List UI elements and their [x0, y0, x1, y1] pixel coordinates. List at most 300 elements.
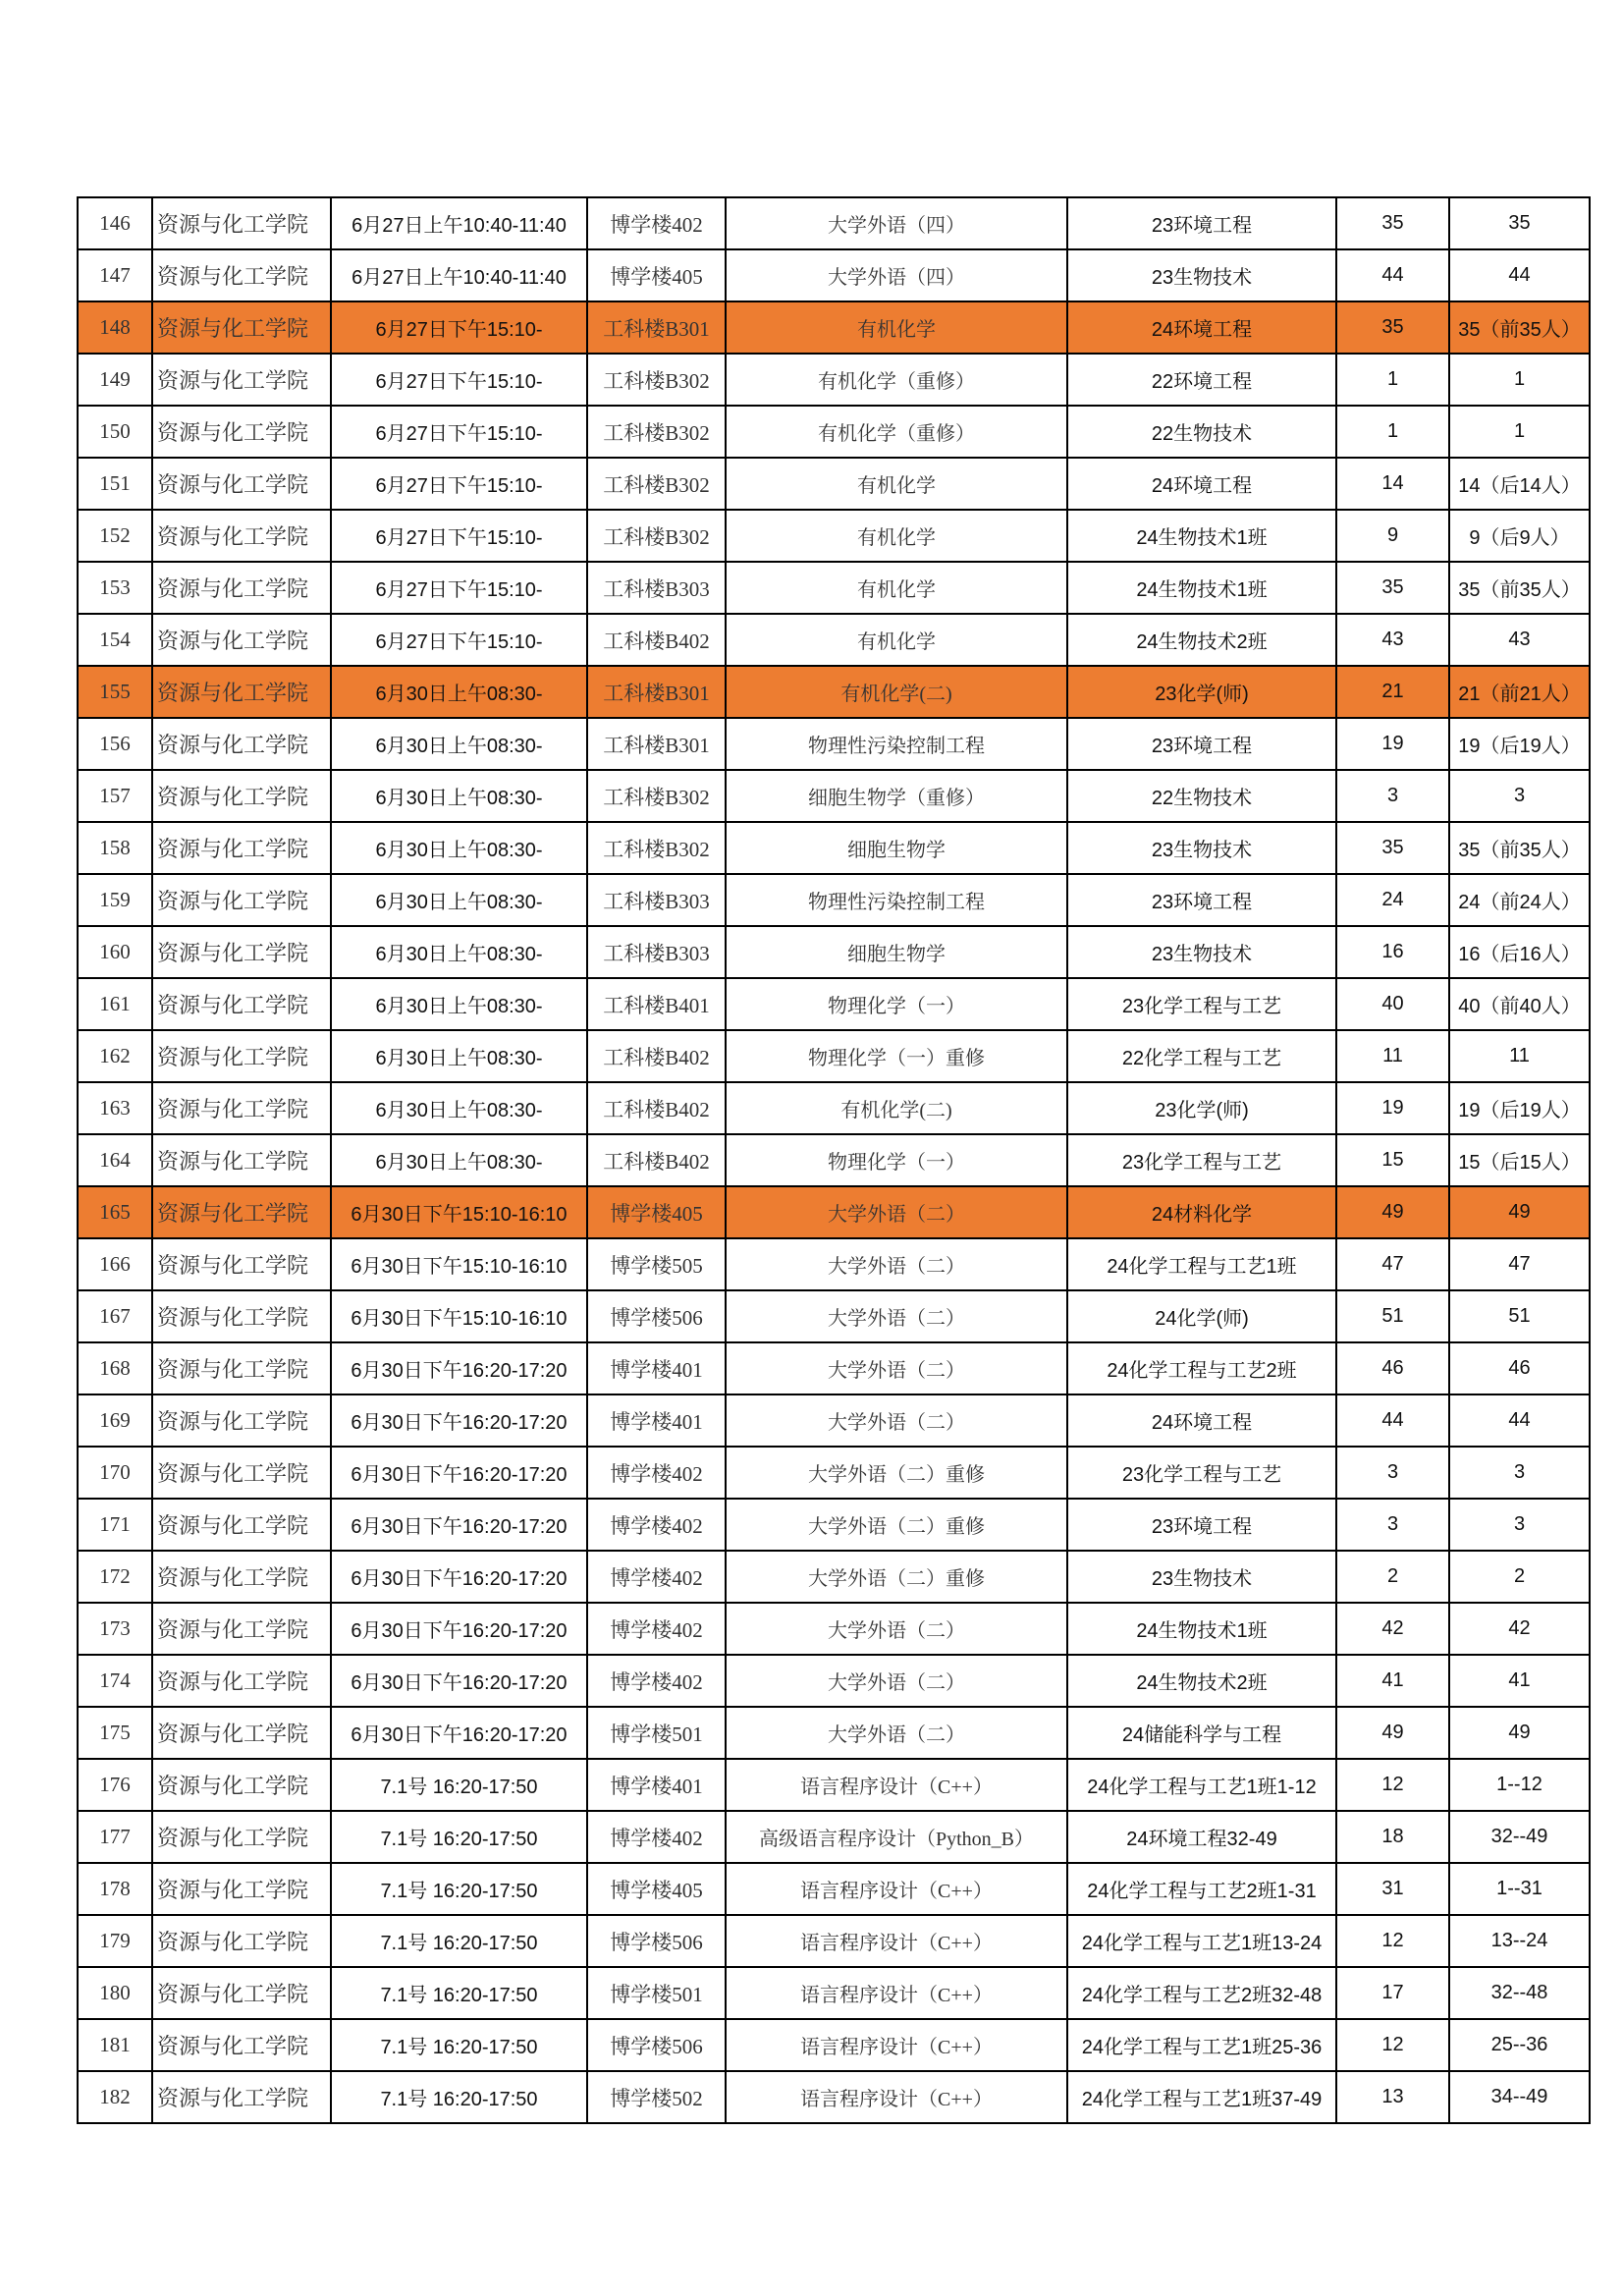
course-cell: 细胞生物学 [726, 926, 1067, 978]
student-count-cell: 44 [1336, 1394, 1449, 1447]
exam-time-cell: 6月30日上午08:30- [331, 770, 587, 822]
college-cell: 资源与化工学院 [152, 1030, 331, 1082]
course-cell: 有机化学（重修） [726, 406, 1067, 458]
exam-time-cell: 6月30日下午16:20-17:20 [331, 1394, 587, 1447]
course-cell: 物理性污染控制工程 [726, 718, 1067, 770]
student-count-cell: 40 [1336, 978, 1449, 1030]
room-cell: 博学楼405 [587, 1186, 726, 1238]
row-number: 169 [78, 1394, 152, 1447]
course-cell: 细胞生物学（重修） [726, 770, 1067, 822]
exam-time-cell: 6月27日下午15:10- [331, 406, 587, 458]
row-number: 151 [78, 458, 152, 510]
row-number: 159 [78, 874, 152, 926]
table-row [78, 1655, 1590, 1707]
row-number: 163 [78, 1082, 152, 1134]
college-cell: 资源与化工学院 [152, 1082, 331, 1134]
class-cell: 23环境工程 [1067, 1499, 1336, 1551]
arrangement-cell: 1--31 [1449, 1863, 1590, 1915]
room-cell: 工科楼B303 [587, 926, 726, 978]
exam-time-cell: 6月30日下午16:20-17:20 [331, 1655, 587, 1707]
course-cell: 大学外语（二） [726, 1394, 1067, 1447]
table-row [78, 666, 1590, 718]
class-cell: 24储能科学与工程 [1067, 1707, 1336, 1759]
class-cell: 23生物技术 [1067, 926, 1336, 978]
college-cell: 资源与化工学院 [152, 1447, 331, 1499]
room-cell: 博学楼501 [587, 1967, 726, 2019]
arrangement-cell: 35（前35人） [1449, 822, 1590, 874]
arrangement-cell: 13--24 [1449, 1915, 1590, 1967]
course-cell: 大学外语（二） [726, 1238, 1067, 1290]
row-number: 162 [78, 1030, 152, 1082]
course-cell: 语言程序设计（C++） [726, 1915, 1067, 1967]
row-number: 168 [78, 1342, 152, 1394]
course-cell: 大学外语（二） [726, 1342, 1067, 1394]
student-count-cell: 49 [1336, 1186, 1449, 1238]
row-number: 153 [78, 562, 152, 614]
student-count-cell: 16 [1336, 926, 1449, 978]
exam-time-cell: 6月30日上午08:30- [331, 822, 587, 874]
row-number: 176 [78, 1759, 152, 1811]
table-row [78, 197, 1590, 249]
class-cell: 22化学工程与工艺 [1067, 1030, 1336, 1082]
student-count-cell: 13 [1336, 2071, 1449, 2123]
row-number: 171 [78, 1499, 152, 1551]
exam-time-cell: 6月30日下午15:10-16:10 [331, 1290, 587, 1342]
exam-time-cell: 6月30日上午08:30- [331, 926, 587, 978]
room-cell: 工科楼B302 [587, 510, 726, 562]
row-number: 150 [78, 406, 152, 458]
exam-time-cell: 6月27日下午15:10- [331, 301, 587, 354]
class-cell: 23化学工程与工艺 [1067, 978, 1336, 1030]
table-row [78, 1863, 1590, 1915]
student-count-cell: 24 [1336, 874, 1449, 926]
college-cell: 资源与化工学院 [152, 458, 331, 510]
row-number: 152 [78, 510, 152, 562]
college-cell: 资源与化工学院 [152, 822, 331, 874]
college-cell: 资源与化工学院 [152, 301, 331, 354]
table-row [78, 1134, 1590, 1186]
table-row [78, 718, 1590, 770]
arrangement-cell: 3 [1449, 770, 1590, 822]
course-cell: 物理化学（一） [726, 978, 1067, 1030]
arrangement-cell: 14（后14人） [1449, 458, 1590, 510]
row-number: 160 [78, 926, 152, 978]
room-cell: 工科楼B301 [587, 301, 726, 354]
student-count-cell: 12 [1336, 2019, 1449, 2071]
course-cell: 语言程序设计（C++） [726, 1863, 1067, 1915]
student-count-cell: 11 [1336, 1030, 1449, 1082]
course-cell: 有机化学（重修） [726, 354, 1067, 406]
student-count-cell: 31 [1336, 1863, 1449, 1915]
room-cell: 工科楼B402 [587, 1030, 726, 1082]
course-cell: 大学外语（二） [726, 1603, 1067, 1655]
room-cell: 博学楼402 [587, 1811, 726, 1863]
college-cell: 资源与化工学院 [152, 874, 331, 926]
row-number: 148 [78, 301, 152, 354]
course-cell: 大学外语（二） [726, 1655, 1067, 1707]
student-count-cell: 43 [1336, 614, 1449, 666]
arrangement-cell: 3 [1449, 1447, 1590, 1499]
table-row [78, 2071, 1590, 2123]
class-cell: 24化学工程与工艺2班32-48 [1067, 1967, 1336, 2019]
exam-time-cell: 6月27日上午10:40-11:40 [331, 249, 587, 301]
table-row [78, 822, 1590, 874]
arrangement-cell: 41 [1449, 1655, 1590, 1707]
room-cell: 博学楼506 [587, 1290, 726, 1342]
class-cell: 24化学(师) [1067, 1290, 1336, 1342]
exam-time-cell: 6月30日上午08:30- [331, 718, 587, 770]
student-count-cell: 49 [1336, 1707, 1449, 1759]
table-row [78, 458, 1590, 510]
exam-time-cell: 6月30日上午08:30- [331, 666, 587, 718]
arrangement-cell: 1 [1449, 406, 1590, 458]
row-number: 172 [78, 1551, 152, 1603]
college-cell: 资源与化工学院 [152, 1238, 331, 1290]
student-count-cell: 35 [1336, 301, 1449, 354]
row-number: 182 [78, 2071, 152, 2123]
course-cell: 大学外语（二） [726, 1290, 1067, 1342]
table-row [78, 1967, 1590, 2019]
row-number: 155 [78, 666, 152, 718]
exam-time-cell: 6月30日上午08:30- [331, 1134, 587, 1186]
class-cell: 22生物技术 [1067, 770, 1336, 822]
college-cell: 资源与化工学院 [152, 1186, 331, 1238]
room-cell: 博学楼501 [587, 1707, 726, 1759]
table-row [78, 1030, 1590, 1082]
arrangement-cell: 34--49 [1449, 2071, 1590, 2123]
exam-time-cell: 6月27日下午15:10- [331, 562, 587, 614]
student-count-cell: 47 [1336, 1238, 1449, 1290]
row-number: 149 [78, 354, 152, 406]
exam-time-cell: 6月30日上午08:30- [331, 874, 587, 926]
room-cell: 工科楼B402 [587, 1082, 726, 1134]
college-cell: 资源与化工学院 [152, 1342, 331, 1394]
room-cell: 博学楼402 [587, 1603, 726, 1655]
course-cell: 大学外语（四） [726, 197, 1067, 249]
room-cell: 博学楼402 [587, 1551, 726, 1603]
arrangement-cell: 1--12 [1449, 1759, 1590, 1811]
college-cell: 资源与化工学院 [152, 666, 331, 718]
exam-time-cell: 6月30日下午16:20-17:20 [331, 1342, 587, 1394]
class-cell: 24化学工程与工艺1班 [1067, 1238, 1336, 1290]
row-number: 167 [78, 1290, 152, 1342]
row-number: 180 [78, 1967, 152, 2019]
exam-time-cell: 6月30日下午15:10-16:10 [331, 1186, 587, 1238]
table-row [78, 1082, 1590, 1134]
arrangement-cell: 44 [1449, 1394, 1590, 1447]
exam-time-cell: 6月30日上午08:30- [331, 1082, 587, 1134]
course-cell: 有机化学 [726, 510, 1067, 562]
row-number: 157 [78, 770, 152, 822]
class-cell: 23环境工程 [1067, 718, 1336, 770]
student-count-cell: 14 [1336, 458, 1449, 510]
exam-time-cell: 6月30日下午16:20-17:20 [331, 1447, 587, 1499]
college-cell: 资源与化工学院 [152, 1655, 331, 1707]
arrangement-cell: 2 [1449, 1551, 1590, 1603]
class-cell: 23化学(师) [1067, 666, 1336, 718]
row-number: 181 [78, 2019, 152, 2071]
student-count-cell: 3 [1336, 1499, 1449, 1551]
table-row [78, 1238, 1590, 1290]
class-cell: 24化学工程与工艺2班 [1067, 1342, 1336, 1394]
table-body [78, 197, 1590, 2123]
room-cell: 工科楼B402 [587, 614, 726, 666]
course-cell: 大学外语（二）重修 [726, 1447, 1067, 1499]
row-number: 174 [78, 1655, 152, 1707]
arrangement-cell: 3 [1449, 1499, 1590, 1551]
arrangement-cell: 16（后16人） [1449, 926, 1590, 978]
class-cell: 24环境工程 [1067, 301, 1336, 354]
row-number: 175 [78, 1707, 152, 1759]
student-count-cell: 46 [1336, 1342, 1449, 1394]
student-count-cell: 35 [1336, 562, 1449, 614]
exam-time-cell: 7.1号 16:20-17:50 [331, 1967, 587, 2019]
row-number: 173 [78, 1603, 152, 1655]
arrangement-cell: 19（后19人） [1449, 718, 1590, 770]
college-cell: 资源与化工学院 [152, 1707, 331, 1759]
college-cell: 资源与化工学院 [152, 2019, 331, 2071]
college-cell: 资源与化工学院 [152, 978, 331, 1030]
college-cell: 资源与化工学院 [152, 2071, 331, 2123]
exam-time-cell: 7.1号 16:20-17:50 [331, 2071, 587, 2123]
arrangement-cell: 51 [1449, 1290, 1590, 1342]
room-cell: 工科楼B303 [587, 874, 726, 926]
student-count-cell: 21 [1336, 666, 1449, 718]
row-number: 164 [78, 1134, 152, 1186]
table-row [78, 2019, 1590, 2071]
room-cell: 工科楼B301 [587, 718, 726, 770]
room-cell: 博学楼402 [587, 197, 726, 249]
exam-time-cell: 6月27日下午15:10- [331, 614, 587, 666]
class-cell: 24材料化学 [1067, 1186, 1336, 1238]
college-cell: 资源与化工学院 [152, 1290, 331, 1342]
student-count-cell: 2 [1336, 1551, 1449, 1603]
course-cell: 有机化学 [726, 458, 1067, 510]
room-cell: 博学楼405 [587, 1863, 726, 1915]
row-number: 166 [78, 1238, 152, 1290]
course-cell: 物理性污染控制工程 [726, 874, 1067, 926]
course-cell: 大学外语（二）重修 [726, 1499, 1067, 1551]
course-cell: 大学外语（二） [726, 1186, 1067, 1238]
course-cell: 大学外语（二） [726, 1707, 1067, 1759]
exam-time-cell: 6月30日上午08:30- [331, 1030, 587, 1082]
room-cell: 工科楼B302 [587, 770, 726, 822]
table-row [78, 1447, 1590, 1499]
course-cell: 语言程序设计（C++） [726, 1967, 1067, 2019]
table-row [78, 1551, 1590, 1603]
arrangement-cell: 46 [1449, 1342, 1590, 1394]
table-row [78, 562, 1590, 614]
exam-time-cell: 7.1号 16:20-17:50 [331, 1863, 587, 1915]
room-cell: 博学楼401 [587, 1394, 726, 1447]
student-count-cell: 12 [1336, 1759, 1449, 1811]
room-cell: 工科楼B302 [587, 822, 726, 874]
class-cell: 22生物技术 [1067, 406, 1336, 458]
course-cell: 细胞生物学 [726, 822, 1067, 874]
exam-time-cell: 6月30日下午16:20-17:20 [331, 1707, 587, 1759]
class-cell: 23化学工程与工艺 [1067, 1447, 1336, 1499]
room-cell: 博学楼506 [587, 1915, 726, 1967]
row-number: 161 [78, 978, 152, 1030]
arrangement-cell: 49 [1449, 1707, 1590, 1759]
arrangement-cell: 19（后19人） [1449, 1082, 1590, 1134]
course-cell: 有机化学 [726, 562, 1067, 614]
room-cell: 博学楼402 [587, 1499, 726, 1551]
college-cell: 资源与化工学院 [152, 1811, 331, 1863]
room-cell: 博学楼401 [587, 1342, 726, 1394]
row-number: 179 [78, 1915, 152, 1967]
room-cell: 博学楼401 [587, 1759, 726, 1811]
arrangement-cell: 15（后15人） [1449, 1134, 1590, 1186]
table-row [78, 1707, 1590, 1759]
course-cell: 物理化学（一）重修 [726, 1030, 1067, 1082]
class-cell: 23生物技术 [1067, 249, 1336, 301]
exam-time-cell: 6月27日下午15:10- [331, 458, 587, 510]
row-number: 177 [78, 1811, 152, 1863]
table-row [78, 1394, 1590, 1447]
row-number: 146 [78, 197, 152, 249]
class-cell: 24生物技术1班 [1067, 510, 1336, 562]
row-number: 147 [78, 249, 152, 301]
college-cell: 资源与化工学院 [152, 249, 331, 301]
student-count-cell: 1 [1336, 406, 1449, 458]
arrangement-cell: 47 [1449, 1238, 1590, 1290]
arrangement-cell: 49 [1449, 1186, 1590, 1238]
class-cell: 23生物技术 [1067, 822, 1336, 874]
college-cell: 资源与化工学院 [152, 718, 331, 770]
student-count-cell: 15 [1336, 1134, 1449, 1186]
college-cell: 资源与化工学院 [152, 197, 331, 249]
student-count-cell: 3 [1336, 1447, 1449, 1499]
table-row [78, 1603, 1590, 1655]
arrangement-cell: 32--48 [1449, 1967, 1590, 2019]
table-row [78, 1759, 1590, 1811]
exam-time-cell: 6月30日下午16:20-17:20 [331, 1499, 587, 1551]
exam-time-cell: 7.1号 16:20-17:50 [331, 2019, 587, 2071]
college-cell: 资源与化工学院 [152, 770, 331, 822]
college-cell: 资源与化工学院 [152, 510, 331, 562]
class-cell: 23化学工程与工艺 [1067, 1134, 1336, 1186]
college-cell: 资源与化工学院 [152, 1863, 331, 1915]
exam-schedule-table [77, 196, 1591, 2124]
arrangement-cell: 9（后9人） [1449, 510, 1590, 562]
arrangement-cell: 11 [1449, 1030, 1590, 1082]
exam-time-cell: 7.1号 16:20-17:50 [331, 1915, 587, 1967]
college-cell: 资源与化工学院 [152, 926, 331, 978]
table-row [78, 978, 1590, 1030]
class-cell: 24化学工程与工艺1班13-24 [1067, 1915, 1336, 1967]
table-row [78, 1342, 1590, 1394]
college-cell: 资源与化工学院 [152, 1134, 331, 1186]
room-cell: 博学楼402 [587, 1447, 726, 1499]
exam-time-cell: 6月30日下午16:20-17:20 [331, 1551, 587, 1603]
arrangement-cell: 42 [1449, 1603, 1590, 1655]
room-cell: 博学楼506 [587, 2019, 726, 2071]
exam-time-cell: 6月27日下午15:10- [331, 510, 587, 562]
class-cell: 23生物技术 [1067, 1551, 1336, 1603]
student-count-cell: 19 [1336, 718, 1449, 770]
arrangement-cell: 1 [1449, 354, 1590, 406]
row-number: 158 [78, 822, 152, 874]
room-cell: 工科楼B401 [587, 978, 726, 1030]
college-cell: 资源与化工学院 [152, 562, 331, 614]
room-cell: 工科楼B302 [587, 406, 726, 458]
row-number: 154 [78, 614, 152, 666]
student-count-cell: 35 [1336, 822, 1449, 874]
class-cell: 24环境工程 [1067, 1394, 1336, 1447]
college-cell: 资源与化工学院 [152, 614, 331, 666]
course-cell: 大学外语（二）重修 [726, 1551, 1067, 1603]
class-cell: 23化学(师) [1067, 1082, 1336, 1134]
student-count-cell: 9 [1336, 510, 1449, 562]
arrangement-cell: 21（前21人） [1449, 666, 1590, 718]
room-cell: 工科楼B303 [587, 562, 726, 614]
exam-time-cell: 6月30日下午16:20-17:20 [331, 1603, 587, 1655]
student-count-cell: 44 [1336, 249, 1449, 301]
student-count-cell: 12 [1336, 1915, 1449, 1967]
arrangement-cell: 32--49 [1449, 1811, 1590, 1863]
exam-schedule-sheet [77, 196, 1581, 2124]
class-cell: 24生物技术2班 [1067, 1655, 1336, 1707]
table-row [78, 249, 1590, 301]
exam-time-cell: 6月30日上午08:30- [331, 978, 587, 1030]
table-row [78, 874, 1590, 926]
table-row [78, 1811, 1590, 1863]
student-count-cell: 3 [1336, 770, 1449, 822]
room-cell: 工科楼B302 [587, 354, 726, 406]
table-row [78, 510, 1590, 562]
row-number: 165 [78, 1186, 152, 1238]
table-row [78, 1186, 1590, 1238]
class-cell: 24环境工程 [1067, 458, 1336, 510]
course-cell: 高级语言程序设计（Python_B） [726, 1811, 1067, 1863]
student-count-cell: 41 [1336, 1655, 1449, 1707]
course-cell: 语言程序设计（C++） [726, 2019, 1067, 2071]
college-cell: 资源与化工学院 [152, 1394, 331, 1447]
student-count-cell: 42 [1336, 1603, 1449, 1655]
row-number: 170 [78, 1447, 152, 1499]
college-cell: 资源与化工学院 [152, 1759, 331, 1811]
arrangement-cell: 40（前40人） [1449, 978, 1590, 1030]
exam-time-cell: 6月27日上午10:40-11:40 [331, 197, 587, 249]
arrangement-cell: 43 [1449, 614, 1590, 666]
arrangement-cell: 24（前24人） [1449, 874, 1590, 926]
course-cell: 物理化学（一） [726, 1134, 1067, 1186]
table-row [78, 1915, 1590, 1967]
exam-time-cell: 7.1号 16:20-17:50 [331, 1811, 587, 1863]
student-count-cell: 1 [1336, 354, 1449, 406]
class-cell: 24化学工程与工艺1班37-49 [1067, 2071, 1336, 2123]
college-cell: 资源与化工学院 [152, 1967, 331, 2019]
table-row [78, 614, 1590, 666]
class-cell: 24化学工程与工艺1班1-12 [1067, 1759, 1336, 1811]
room-cell: 博学楼505 [587, 1238, 726, 1290]
class-cell: 24生物技术1班 [1067, 1603, 1336, 1655]
class-cell: 24化学工程与工艺2班1-31 [1067, 1863, 1336, 1915]
student-count-cell: 18 [1336, 1811, 1449, 1863]
exam-time-cell: 6月27日下午15:10- [331, 354, 587, 406]
room-cell: 工科楼B301 [587, 666, 726, 718]
college-cell: 资源与化工学院 [152, 1915, 331, 1967]
class-cell: 24生物技术1班 [1067, 562, 1336, 614]
class-cell: 23环境工程 [1067, 874, 1336, 926]
course-cell: 语言程序设计（C++） [726, 2071, 1067, 2123]
class-cell: 24化学工程与工艺1班25-36 [1067, 2019, 1336, 2071]
class-cell: 24环境工程32-49 [1067, 1811, 1336, 1863]
college-cell: 资源与化工学院 [152, 1551, 331, 1603]
course-cell: 有机化学 [726, 301, 1067, 354]
table-row [78, 1290, 1590, 1342]
